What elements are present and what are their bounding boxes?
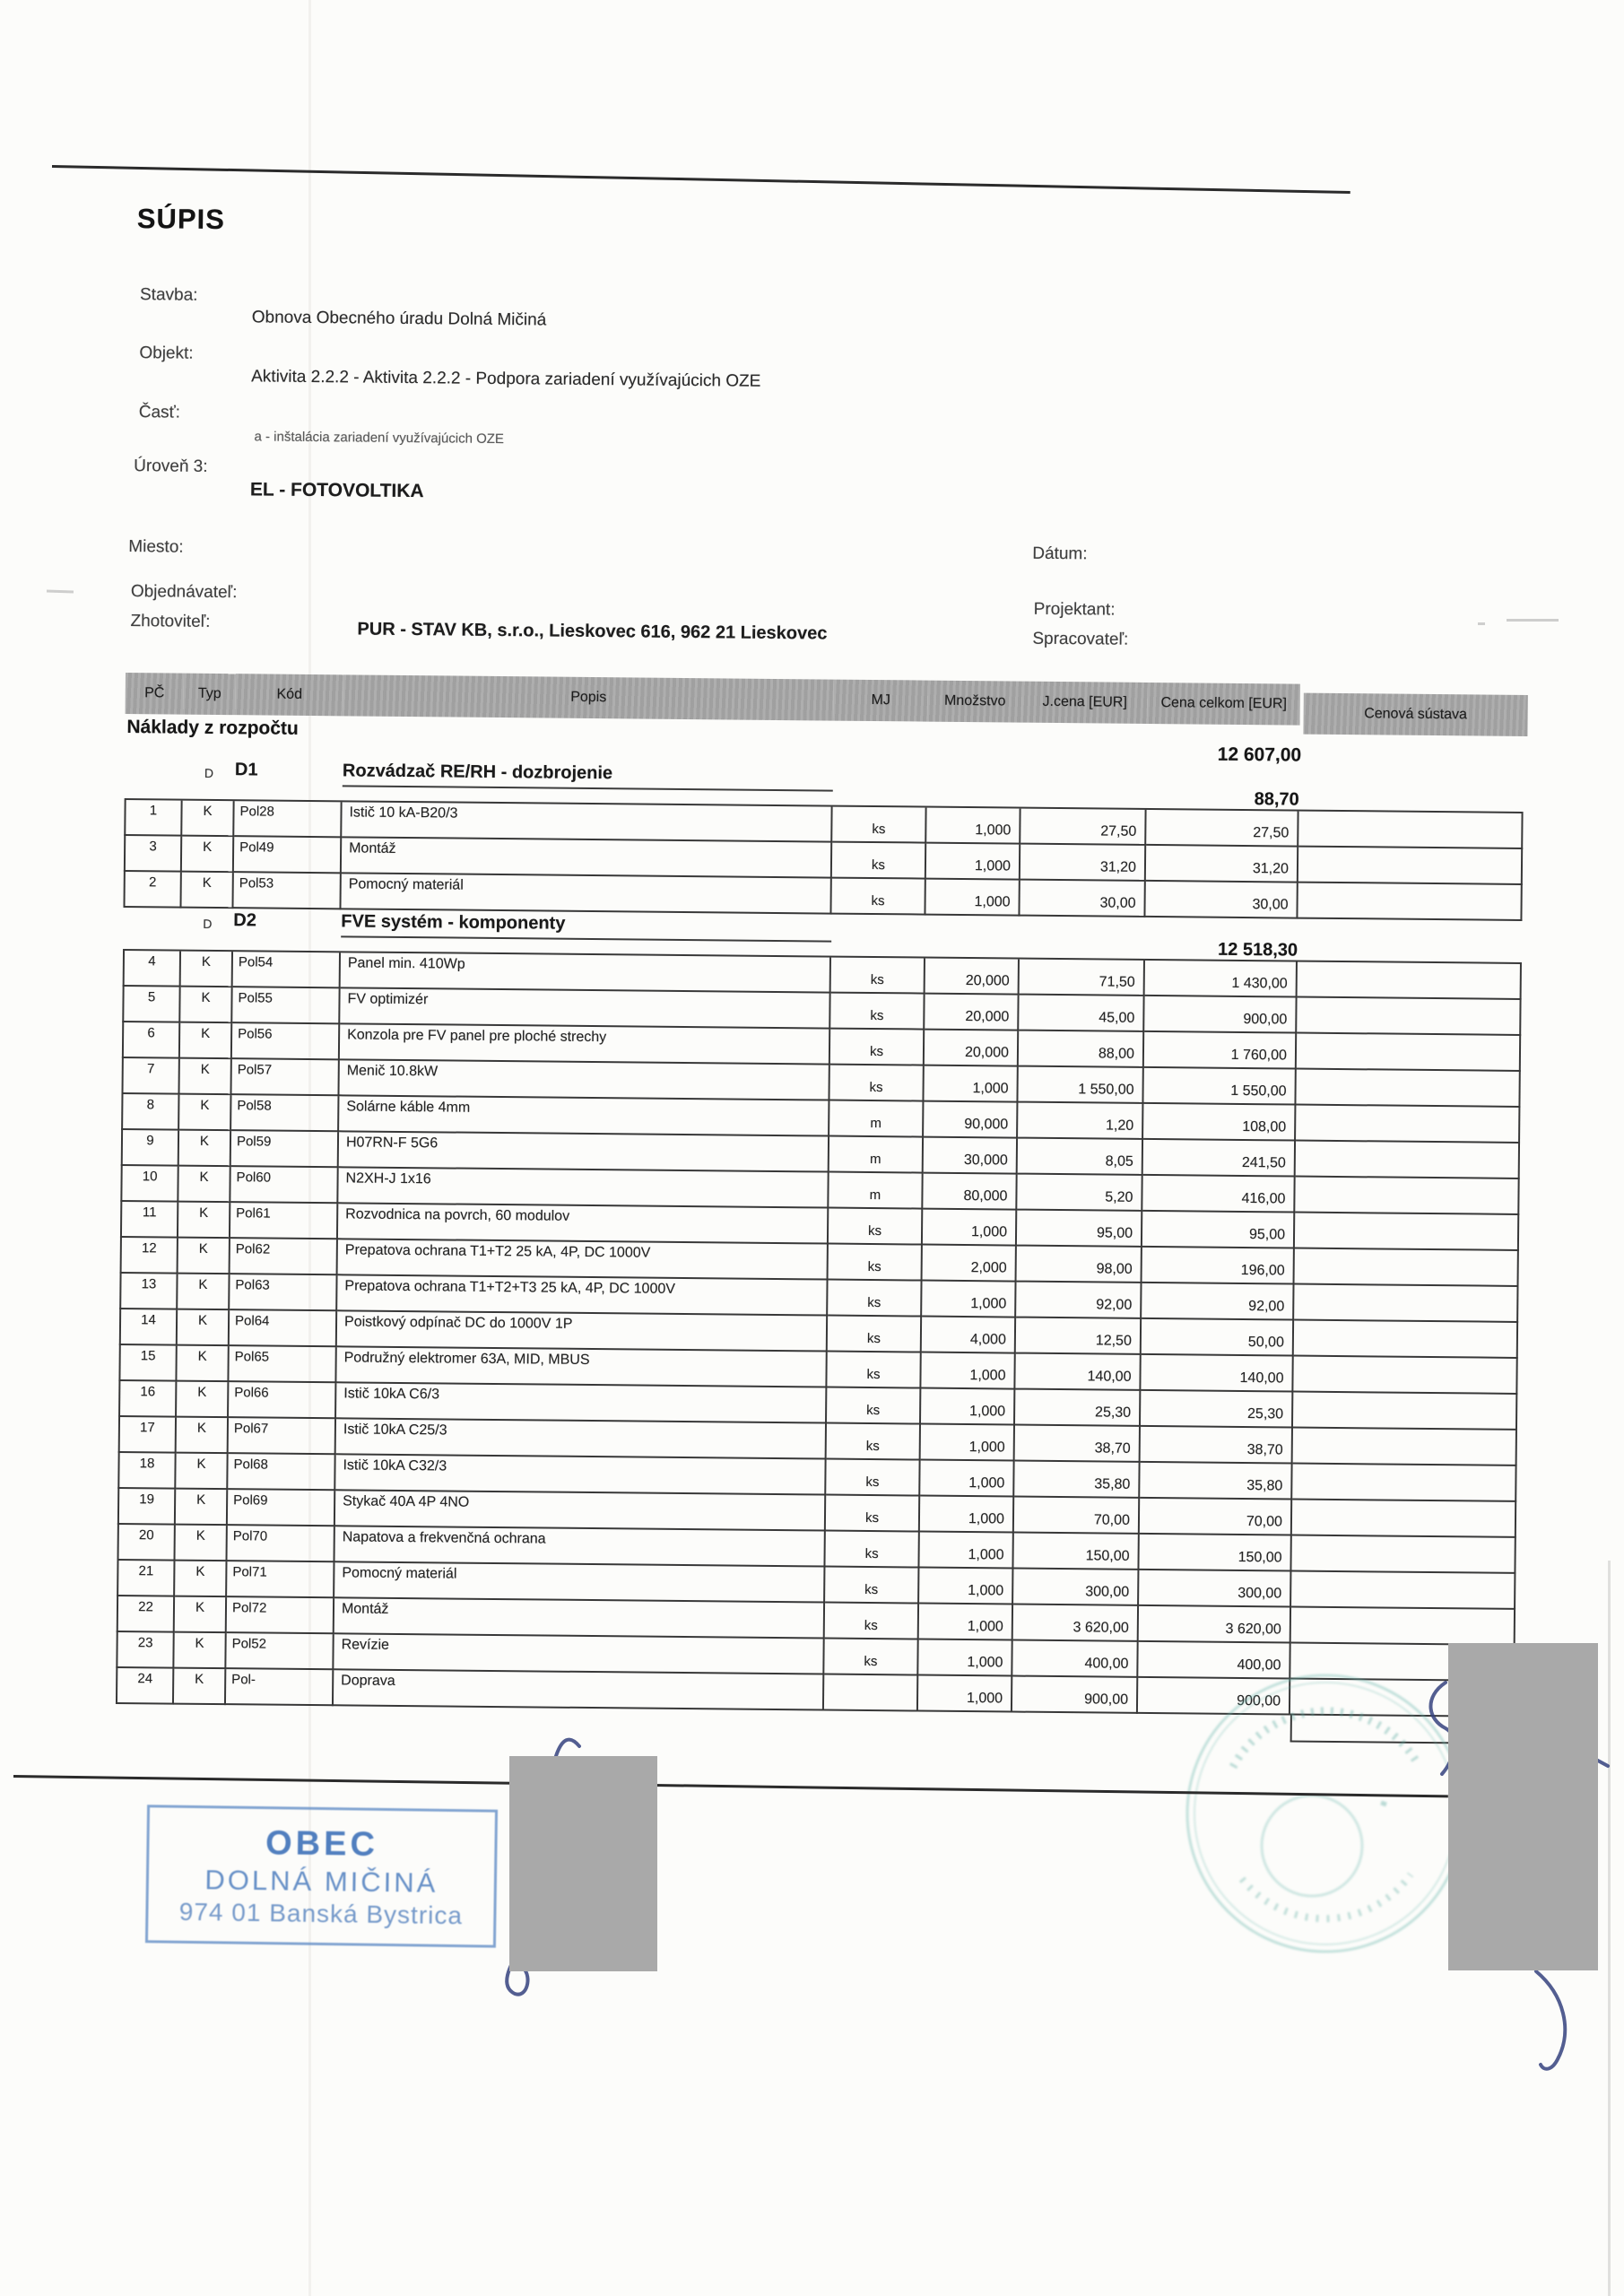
cell-mj: [824, 1675, 918, 1712]
cell-typ: K: [182, 837, 234, 874]
cell-cena-celkom: 900,00: [1138, 1678, 1290, 1716]
cell-mj: m: [829, 1101, 924, 1138]
cell-typ: K: [178, 1167, 230, 1204]
cell-kod: Pol68: [228, 1454, 335, 1491]
cell-pc: 20: [117, 1525, 175, 1561]
cell-popis: Revízie: [334, 1634, 824, 1674]
cell-kod: Pol72: [227, 1597, 334, 1634]
cell-jcena: 25,30: [1015, 1390, 1141, 1427]
cell-kod: Pol61: [230, 1203, 338, 1239]
cell-cenova-sustava: [1298, 962, 1522, 1000]
cell-jcena: 35,80: [1014, 1462, 1140, 1499]
cell-kod: Pol-: [226, 1669, 334, 1706]
cell-cenova-sustava: [1293, 1393, 1517, 1431]
cell-pc: 9: [121, 1130, 179, 1167]
column-header-cena-celkom: Cena celkom [EUR]: [1148, 683, 1300, 726]
cell-kod: Pol65: [229, 1346, 336, 1383]
cell-popis: Doprava: [334, 1670, 824, 1710]
cell-typ: K: [178, 1239, 230, 1275]
cell-pc: 15: [118, 1345, 177, 1382]
cell-mnozstvo: 2,000: [923, 1246, 1017, 1283]
cell-jcena: 45,00: [1019, 996, 1144, 1032]
cell-mnozstvo: 1,000: [925, 880, 1020, 917]
cell-typ: K: [182, 801, 234, 838]
cell-cenova-sustava: [1293, 1429, 1517, 1466]
cell-pc: 2: [123, 872, 181, 909]
field-value-zhotovitel: PUR - STAV KB, s.r.o., Lieskovec 616, 962 21 Lieskovec: [357, 619, 828, 644]
table-body: [116, 757, 1524, 1718]
cell-mj: ks: [830, 1030, 925, 1066]
cell-kod: Pol67: [229, 1418, 336, 1455]
cell-cena-celkom: 30,00: [1145, 882, 1298, 919]
cell-popis: Istič 10kA C6/3: [336, 1383, 827, 1423]
cell-cena-celkom: 241,50: [1143, 1140, 1296, 1178]
cell-jcena: 27,50: [1020, 809, 1146, 846]
cell-typ: K: [179, 1059, 231, 1096]
cell-typ: K: [177, 1382, 229, 1419]
cell-mnozstvo: 1,000: [920, 1497, 1014, 1534]
cell-pc: 18: [117, 1453, 176, 1490]
column-header-typ: Typ: [184, 674, 236, 716]
field-label-zhotovitel: Zhotoviteľ:: [130, 612, 211, 631]
cell-mj: ks: [825, 1604, 919, 1640]
cell-mj: ks: [828, 1317, 922, 1353]
cell-mnozstvo: 1,000: [924, 1066, 1018, 1103]
cell-popis: Montáž: [342, 838, 832, 878]
cell-cenova-sustava: [1296, 1106, 1520, 1144]
cell-kod: Pol58: [231, 1095, 339, 1132]
cell-jcena: 88,00: [1019, 1031, 1144, 1068]
cell-popis: H07RN-F 5G6: [339, 1132, 829, 1172]
cell-cenova-sustava: [1294, 1285, 1518, 1323]
cell-pc: 13: [119, 1274, 178, 1310]
cell-mj: ks: [825, 1568, 919, 1605]
cell-mnozstvo: 1,000: [926, 844, 1020, 881]
cell-typ: K: [180, 1023, 232, 1060]
cell-jcena: 8,05: [1018, 1139, 1143, 1176]
cell-typ: K: [176, 1490, 228, 1526]
cell-popis: Menič 10.8kW: [339, 1060, 829, 1100]
cell-mj: ks: [830, 994, 925, 1031]
column-header-mnozstvo: Množstvo: [928, 681, 1022, 723]
cell-jcena: 150,00: [1013, 1534, 1139, 1570]
cell-mj: ks: [827, 1388, 921, 1425]
cell-mj: ks: [832, 843, 926, 880]
cell-mj: m: [829, 1173, 923, 1210]
cell-cena-celkom: 196,00: [1142, 1248, 1295, 1285]
cell-mnozstvo: 1,000: [921, 1353, 1015, 1390]
cell-pc: 10: [120, 1166, 178, 1203]
cell-mj: m: [829, 1137, 924, 1174]
budget-table: [116, 673, 1524, 1744]
cell-typ: K: [174, 1633, 226, 1670]
column-header-popis: Popis: [343, 674, 834, 720]
cell-typ: K: [178, 1203, 230, 1239]
cell-kod: Pol70: [227, 1526, 334, 1562]
cell-jcena: 12,50: [1016, 1318, 1142, 1355]
cell-popis: Istič 10kA C32/3: [335, 1455, 826, 1495]
cell-popis: Stykač 40A 4P 4NO: [335, 1491, 826, 1531]
cell-mj: ks: [826, 1460, 920, 1497]
cell-popis: FV optimizér: [340, 988, 830, 1029]
section-total: 88,70: [1254, 789, 1299, 810]
cell-cena-celkom: 35,80: [1140, 1463, 1292, 1500]
cell-mnozstvo: 1,000: [918, 1676, 1012, 1713]
cell-mj: ks: [824, 1639, 918, 1676]
cell-kod: Pol57: [231, 1059, 339, 1096]
cell-mnozstvo: 1,000: [920, 1461, 1014, 1498]
cell-cenova-sustava: [1295, 1213, 1519, 1251]
field-value-objekt: Aktivita 2.2.2 - Aktivita 2.2.2 - Podpora zariadení využívajúcich OZE: [251, 367, 761, 391]
cell-cena-celkom: 92,00: [1142, 1283, 1294, 1321]
cell-pc: 24: [116, 1668, 174, 1705]
cell-kod: Pol71: [227, 1561, 334, 1598]
section-kod: D1: [234, 760, 258, 780]
redaction-box: [1448, 1643, 1598, 1970]
summary-label: Náklady z rozpočtu: [126, 717, 299, 739]
cell-popis: Podružný elektromer 63A, MID, MBUS: [336, 1347, 827, 1387]
cell-jcena: 38,70: [1015, 1426, 1141, 1463]
cell-cena-celkom: 416,00: [1142, 1176, 1295, 1213]
cell-cenova-sustava: [1297, 998, 1521, 1036]
cell-jcena: 400,00: [1012, 1641, 1138, 1678]
cell-mj: ks: [826, 1496, 920, 1533]
cell-mj: ks: [829, 1209, 923, 1246]
cell-typ: K: [181, 952, 233, 988]
cell-popis: Rozvodnica na povrch, 60 modulov: [338, 1204, 829, 1244]
cell-mnozstvo: 1,000: [918, 1640, 1012, 1677]
column-header-pc: PČ: [126, 673, 184, 715]
cell-pc: 7: [121, 1058, 179, 1095]
cell-typ: K: [177, 1346, 229, 1383]
cell-mj: ks: [831, 879, 925, 916]
field-label-datum: Dátum:: [1032, 544, 1088, 564]
cell-jcena: 31,20: [1020, 845, 1146, 882]
cell-pc: 3: [124, 836, 182, 873]
cell-popis: Istič 10kA C25/3: [336, 1419, 827, 1459]
cell-cena-celkom: 27,50: [1146, 810, 1298, 848]
cell-pc: 23: [116, 1632, 174, 1669]
cell-mj: ks: [829, 1245, 923, 1282]
cell-pc: 1: [124, 800, 182, 837]
cell-mnozstvo: 20,000: [925, 995, 1019, 1031]
cell-kod: Pol69: [228, 1490, 335, 1526]
cell-pc: 21: [117, 1561, 175, 1597]
section-typ: D: [203, 916, 213, 931]
cell-cena-celkom: 400,00: [1138, 1642, 1290, 1680]
cell-jcena: 3 620,00: [1013, 1605, 1139, 1642]
cell-mj: ks: [827, 1424, 921, 1461]
cell-mnozstvo: 1,000: [926, 808, 1020, 845]
cell-cenova-sustava: [1291, 1608, 1515, 1646]
cell-kod: Pol54: [233, 952, 341, 988]
section-kod: D2: [233, 910, 257, 931]
cell-typ: K: [175, 1526, 227, 1562]
cell-jcena: 70,00: [1014, 1498, 1140, 1535]
cell-mnozstvo: 1,000: [921, 1389, 1015, 1426]
cell-jcena: 98,00: [1017, 1247, 1142, 1283]
cell-cenova-sustava: [1296, 1142, 1520, 1179]
cell-mnozstvo: 1,000: [923, 1210, 1017, 1247]
cell-pc: 4: [123, 951, 181, 987]
cell-popis: Solárne káble 4mm: [339, 1096, 829, 1136]
column-header-cenova-sustava: Cenová sústava: [1303, 693, 1527, 736]
section-popis: FVE systém - komponenty: [341, 911, 831, 942]
cell-typ: K: [181, 873, 233, 909]
cell-popis: Prepatova ochrana T1+T2+T3 25 kA, 4P, DC 1000V: [337, 1275, 828, 1316]
cell-typ: K: [179, 1131, 231, 1168]
cell-mnozstvo: 20,000: [925, 1031, 1019, 1067]
section-typ: D: [204, 765, 214, 780]
cell-kod: Pol28: [234, 801, 342, 838]
cell-mnozstvo: 4,000: [922, 1318, 1016, 1354]
cell-typ: K: [179, 1095, 231, 1132]
cell-popis: Poistkový odpínač DC do 1000V 1P: [337, 1311, 828, 1352]
cell-cenova-sustava: [1298, 883, 1522, 921]
cell-cena-celkom: 38,70: [1141, 1427, 1293, 1465]
cell-kod: Pol66: [229, 1382, 336, 1419]
cell-popis: Prepatova ochrana T1+T2 25 kA, 4P, DC 1000V: [338, 1239, 829, 1280]
cell-typ: K: [180, 987, 232, 1024]
cell-pc: 14: [119, 1309, 178, 1346]
cell-pc: 19: [117, 1489, 176, 1526]
cell-mnozstvo: 90,000: [924, 1102, 1018, 1139]
cell-cena-celkom: 1 760,00: [1144, 1032, 1297, 1070]
cell-kod: Pol59: [231, 1131, 339, 1168]
cell-mnozstvo: 20,000: [925, 959, 1020, 996]
summary-total: 12 607,00: [1217, 744, 1302, 766]
cell-typ: K: [175, 1597, 227, 1634]
cell-typ: K: [178, 1274, 230, 1311]
cell-jcena: 140,00: [1015, 1354, 1141, 1391]
cell-cenova-sustava: [1297, 1034, 1521, 1072]
cell-mj: ks: [827, 1352, 921, 1389]
cell-popis: Panel min. 410Wp: [341, 952, 831, 993]
column-header-mj: MJ: [834, 680, 928, 722]
cell-cenova-sustava: [1292, 1500, 1516, 1538]
cell-cena-celkom: 1 430,00: [1145, 961, 1298, 998]
cell-kod: Pol52: [226, 1633, 334, 1670]
cell-jcena: 92,00: [1016, 1283, 1142, 1319]
cell-mnozstvo: 1,000: [919, 1569, 1013, 1605]
round-stamp-teal: [1179, 1668, 1475, 1964]
cell-cenova-sustava: [1296, 1070, 1520, 1108]
cell-pc: 22: [117, 1596, 175, 1633]
field-label-spracovatel: Spracovateľ:: [1032, 629, 1129, 649]
field-value-uroven: EL - FOTOVOLTIKA: [249, 479, 424, 502]
cell-pc: 6: [122, 1022, 180, 1059]
cell-cena-celkom: 95,00: [1142, 1212, 1295, 1249]
field-label-miesto: Miesto:: [128, 537, 184, 557]
cell-cenova-sustava: [1293, 1357, 1517, 1395]
cell-mj: ks: [828, 1281, 922, 1318]
cell-kod: Pol49: [234, 837, 342, 874]
cell-cena-celkom: 108,00: [1143, 1104, 1296, 1142]
cell-popis: Napatova a frekvenčná ochrana: [334, 1526, 825, 1567]
cell-cena-celkom: 150,00: [1139, 1535, 1291, 1572]
cell-popis: Pomocný materiál: [341, 874, 831, 914]
field-label-uroven: Úroveň 3:: [134, 457, 208, 476]
cell-cena-celkom: 70,00: [1140, 1499, 1292, 1536]
cell-cena-celkom: 300,00: [1139, 1570, 1291, 1608]
cell-typ: K: [175, 1561, 227, 1598]
cell-cena-celkom: 50,00: [1142, 1319, 1294, 1357]
field-label-objekt: Objekt:: [139, 344, 194, 363]
cell-pc: 17: [118, 1417, 177, 1454]
cell-cena-celkom: 25,30: [1141, 1391, 1293, 1429]
section-popis: Rozvádzač RE/RH - dozbrojenie: [343, 761, 833, 791]
cell-popis: Konzola pre FV panel pre ploché strechy: [340, 1024, 830, 1065]
stamp-line-2: DOLNÁ MIČINÁ: [204, 1863, 439, 1899]
cell-cena-celkom: 900,00: [1144, 996, 1297, 1034]
page-title: SÚPIS: [136, 203, 226, 236]
cell-jcena: 71,50: [1020, 960, 1145, 996]
cell-popis: N2XH-J 1x16: [338, 1168, 829, 1208]
cell-mj: ks: [829, 1065, 924, 1102]
cell-cenova-sustava: [1295, 1178, 1519, 1215]
cell-kod: Pol56: [232, 1023, 340, 1060]
cell-kod: Pol62: [230, 1239, 338, 1275]
cell-cena-celkom: 3 620,00: [1139, 1606, 1291, 1644]
cell-popis: Pomocný materiál: [334, 1562, 825, 1603]
cell-mj: ks: [831, 958, 925, 995]
cell-cenova-sustava: [1294, 1321, 1518, 1359]
cell-kod: Pol60: [230, 1167, 338, 1204]
cell-pc: 5: [122, 987, 180, 1023]
cell-jcena: 1 550,00: [1018, 1067, 1143, 1104]
cell-mnozstvo: 1,000: [919, 1605, 1013, 1641]
cell-typ: K: [174, 1669, 226, 1706]
redaction-box: [509, 1756, 657, 1971]
stamp-line-3: 974 01 Banská Bystrica: [178, 1897, 464, 1929]
column-header-jcena: J.cena [EUR]: [1022, 682, 1148, 724]
cell-pc: 12: [120, 1238, 178, 1274]
cell-kod: Pol64: [230, 1310, 337, 1347]
cell-cena-celkom: 1 550,00: [1143, 1068, 1296, 1106]
cell-pc: 11: [120, 1202, 178, 1239]
cell-jcena: 1,20: [1018, 1103, 1143, 1140]
cell-mnozstvo: 1,000: [919, 1533, 1013, 1570]
column-header-kod: Kód: [236, 674, 343, 716]
cell-cena-celkom: 31,20: [1146, 846, 1298, 883]
cell-kod: Pol55: [232, 987, 340, 1024]
cell-jcena: 900,00: [1012, 1677, 1138, 1714]
municipality-stamp: [145, 1805, 498, 1947]
field-value-stavba: Obnova Obecného úradu Dolná Mičiná: [251, 308, 547, 330]
field-label-cast: Časť:: [138, 403, 181, 422]
cell-jcena: 30,00: [1020, 881, 1145, 918]
cell-jcena: 95,00: [1017, 1211, 1142, 1248]
cell-pc: 16: [118, 1381, 177, 1418]
cell-typ: K: [178, 1310, 230, 1347]
cell-mnozstvo: 1,000: [921, 1425, 1015, 1462]
cell-typ: K: [177, 1418, 229, 1455]
cell-pc: 8: [121, 1094, 179, 1131]
cell-cenova-sustava: [1298, 848, 1523, 885]
cell-cenova-sustava: [1291, 1572, 1515, 1610]
cell-cenova-sustava: [1295, 1249, 1519, 1287]
cell-jcena: 5,20: [1017, 1175, 1142, 1212]
cell-typ: K: [176, 1454, 228, 1491]
cell-mj: ks: [825, 1532, 919, 1569]
cell-mnozstvo: 80,000: [923, 1174, 1017, 1211]
field-label-stavba: Stavba:: [139, 285, 198, 305]
cell-cena-celkom: 140,00: [1141, 1355, 1293, 1393]
field-label-objednavatel: Objednávateľ:: [130, 582, 238, 603]
cell-cenova-sustava: [1291, 1536, 1515, 1574]
cell-kod: Pol63: [230, 1274, 337, 1311]
cell-popis: Montáž: [334, 1598, 825, 1639]
cell-jcena: 300,00: [1013, 1570, 1139, 1606]
stamp-line-1: OBEC: [265, 1823, 379, 1864]
cell-mnozstvo: 1,000: [922, 1282, 1016, 1318]
cell-mj: ks: [832, 807, 926, 844]
field-label-projektant: Projektant:: [1033, 599, 1116, 620]
cell-popis: Istič 10 kA-B20/3: [342, 802, 832, 842]
cell-mnozstvo: 30,000: [924, 1138, 1018, 1175]
section-total: 12 518,30: [1218, 939, 1298, 961]
cell-cenova-sustava: [1292, 1465, 1516, 1502]
cell-kod: Pol53: [233, 873, 341, 909]
section-grid: [116, 949, 1522, 1718]
section-grid: [123, 798, 1523, 921]
field-value-cast: a - inštalácia zariadení využívajúcich OZE: [254, 429, 505, 448]
cell-cenova-sustava: [1298, 812, 1523, 849]
